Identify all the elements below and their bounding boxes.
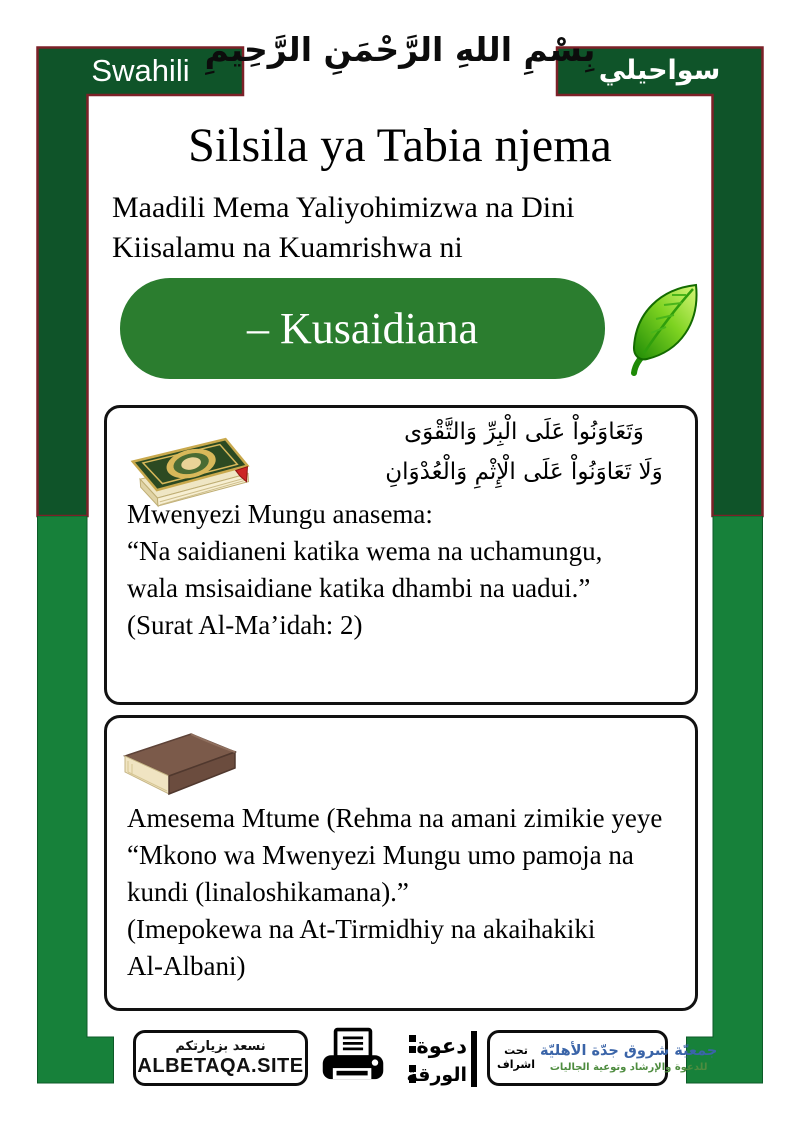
arabic-verse-line: وَتَعَاوَنُواْ عَلَى الْبِرِّ وَالتَّقْوَى: [404, 419, 644, 445]
website-box: [133, 1030, 308, 1086]
text-line: (Surat Al-Ma’idah: 2): [127, 610, 363, 640]
printer-icon: [320, 1027, 386, 1089]
topic-pill: [120, 278, 605, 379]
bismillah-calligraphy: بِسْمِ اللهِ الرَّحْمَنِ الرَّحِيمِ: [204, 30, 596, 69]
page-title: Silsila ya Tabia njema: [188, 119, 612, 172]
text-line: Mwenyezi Mungu anasema:: [127, 499, 433, 529]
text-line: kundi (linaloshikamana).”: [127, 877, 409, 907]
arabic-verse-line: وَلَا تَعَاوَنُواْ عَلَى الْإِثْمِ وَالْعُدْوَانِ: [385, 459, 663, 485]
text-line: (Imepokewa na At-Tirmidhiy na akaihakiki: [127, 914, 596, 944]
language-tab-swahili: Swahili: [91, 53, 190, 88]
topic-label: – Kusaidiana: [247, 304, 478, 353]
language-tab-arabic: سواحيلي: [598, 55, 721, 86]
under-word: تحت: [504, 1044, 528, 1057]
hadith-text: [127, 800, 683, 985]
supervision-box: [487, 1030, 718, 1086]
logo-word-bottom: الورقة: [407, 1064, 467, 1086]
organization-description: للدعوة والإرشاد وتوعية الجاليات: [549, 1062, 708, 1073]
logo-word-top: دعوة: [416, 1034, 467, 1058]
frame-bottom-left: [37, 516, 114, 1084]
supervision-word: اشراف: [497, 1058, 535, 1071]
quran-arabic-verse: [369, 412, 679, 492]
visit-label: نسعد بزيارتكم: [175, 1039, 266, 1054]
quran-verse-card: [104, 405, 698, 705]
page-subtitle: [112, 188, 672, 268]
subtitle-line: Maadili Mema Yaliyohimizwa na Dini: [112, 191, 575, 224]
square-kufic-logo: [407, 1029, 479, 1089]
text-line: “Mkono wa Mwenyezi Mungu umo pamoja na: [127, 840, 634, 870]
website-url: ALBETAQA.SITE: [137, 1055, 304, 1077]
text-line: Al-Albani): [127, 951, 246, 981]
text-line: “Na saidianeni katika wema na uchamungu,: [127, 536, 603, 566]
organization-info: [540, 1041, 717, 1075]
quran-translation-text: [127, 496, 683, 644]
text-line: Amesema Mtume (Rehma na amani zimikie yeye: [127, 803, 663, 833]
under-supervision-label: [497, 1044, 535, 1072]
subtitle-line: Kiisalamu na Kuamrishwa ni: [112, 231, 463, 264]
leaf-icon: [620, 281, 706, 381]
quran-book-icon: [115, 416, 255, 508]
organization-name: جمعيّة شروق جدّة الأهليّة: [539, 1043, 718, 1059]
text-line: wala msisaidiane katika dhambi na uadui.”: [127, 573, 591, 603]
hadith-book-icon: [119, 728, 241, 804]
hadith-card: [104, 715, 698, 1011]
